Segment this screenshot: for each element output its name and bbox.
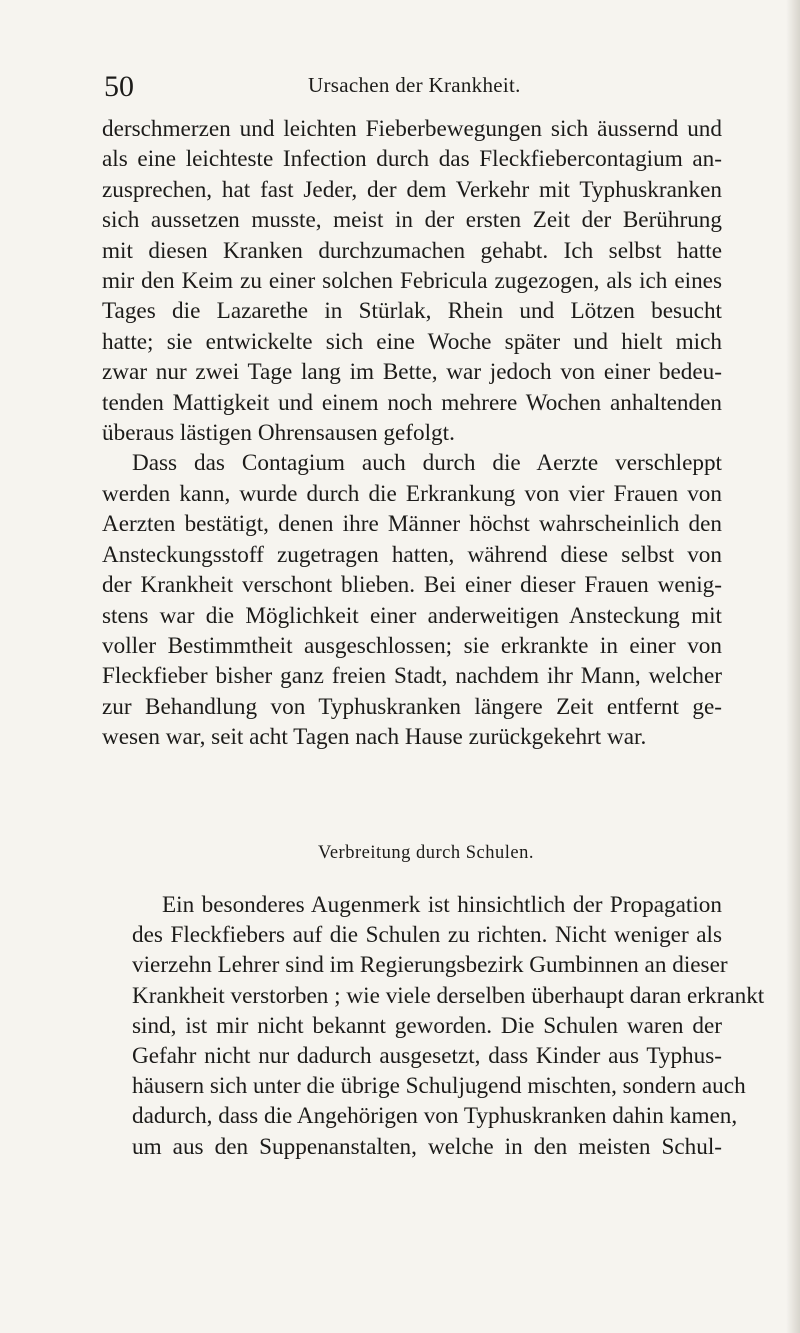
text-line: Tages die Lazarethe in Stürlak, Rhein und Lötzen besucht xyxy=(102,298,722,325)
section-heading: Verbreitung durch Schulen. xyxy=(318,843,534,863)
paragraph-contagion xyxy=(102,448,722,752)
text-line: um aus den Suppenanstalten, welche in den meisten Schul- xyxy=(132,1133,722,1160)
section-text xyxy=(102,890,765,1162)
text-line: vierzehn Lehrer sind im Regierungsbezirk Gumbinnen an dieser xyxy=(132,952,728,979)
text-line: sind, ist mir nicht bekannt geworden. Die Schulen waren der xyxy=(132,1012,722,1039)
page-header xyxy=(102,62,702,102)
text-line: hatte; sie entwickelte sich eine Woche später und hielt mich xyxy=(102,328,722,355)
text-line: zwar nur zwei Tage lang im Bette, war jedoch von einer bedeu- xyxy=(102,359,722,386)
text-line: als eine leichteste Infection durch das Fleckfiebercontagium an- xyxy=(102,146,722,173)
text-line: des Fleckfiebers auf die Schulen zu richten. Nicht weniger als xyxy=(132,922,722,949)
text-line: Krankheit verstorben ; wie viele derselben überhaupt daran erkrankt xyxy=(132,982,765,1009)
paragraph-schools xyxy=(102,890,765,1162)
paragraph-continued xyxy=(102,114,722,448)
page-edge-shadow xyxy=(786,0,800,1333)
text-line: zur Behandlung von Typhuskranken längere Zeit entfernt ge- xyxy=(102,693,722,720)
text-line: Gefahr nicht nur dadurch ausgesetzt, dass Kinder aus Typhus- xyxy=(132,1043,722,1070)
text-line: voller Bestimmtheit ausgeschlossen; sie erkrankte in einer von xyxy=(102,632,722,659)
main-text xyxy=(102,114,722,753)
running-head: Ursachen der Krankheit. xyxy=(308,73,521,97)
text-line: Ein besonderes Augenmerk ist hinsichtlich der Propagation xyxy=(162,892,722,918)
text-line: überaus lästigen Ohrensausen gefolgt. xyxy=(102,420,455,447)
text-line: sich aussetzen musste, meist in der ersten Zeit der Berührung xyxy=(102,207,722,234)
text-line: Dass das Contagium auch durch die Aerzte verschleppt xyxy=(132,450,722,477)
page-number: 50 xyxy=(104,70,134,103)
text-line: tenden Mattigkeit und einem noch mehrere Wochen anhaltenden xyxy=(102,389,722,416)
text-line: werden kann, wurde durch die Erkrankung von vier Frauen von xyxy=(102,480,722,507)
text-line: dadurch, dass die Angehörigen von Typhuskranken dahin kamen, xyxy=(132,1103,738,1130)
text-line: derschmerzen und leichten Fieberbewegungen sich äussernd und xyxy=(102,116,722,142)
text-line: Aerzten bestätigt, denen ihre Männer höchst wahrscheinlich den xyxy=(102,511,722,538)
text-line: wesen war, seit acht Tagen nach Hause zurückgekehrt war. xyxy=(102,724,647,751)
text-line: mir den Keim zu einer solchen Febricula zugezogen, als ich eines xyxy=(102,268,722,295)
text-line: Ansteckungsstoff zugetragen hatten, während diese selbst von xyxy=(102,541,722,568)
text-line: mit diesen Kranken durchzumachen gehabt. Ich selbst hatte xyxy=(102,237,722,264)
text-line: Fleckfieber bisher ganz freien Stadt, nachdem ihr Mann, welcher xyxy=(102,663,722,690)
text-line: der Krankheit verschont blieben. Bei einer dieser Frauen wenig- xyxy=(102,572,722,599)
text-line: stens war die Möglichkeit einer anderweitigen Ansteckung mit xyxy=(102,602,722,629)
text-line: häusern sich unter die übrige Schuljugend mischten, sondern auch xyxy=(132,1073,746,1100)
text-line: zusprechen, hat fast Jeder, der dem Verkehr mit Typhuskranken xyxy=(102,176,722,203)
